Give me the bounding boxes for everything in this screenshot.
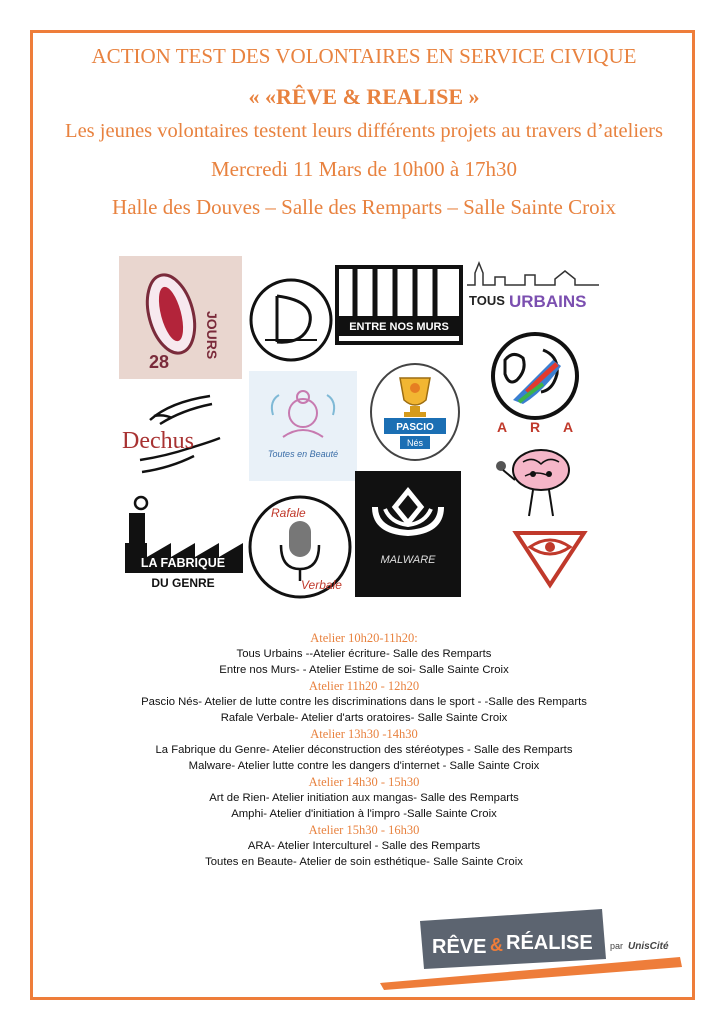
brand-amp: & [490,935,503,955]
slot-item: Entre nos Murs- - Atelier Estime de soi- Salle Sainte Croix [219,664,509,676]
slot-item: Amphi- Atelier d'initiation à l'impro -Salle Sainte Croix [231,808,497,820]
logo-tous-urbains [465,255,601,313]
event-description: Les jeunes volontaires testent leurs différents projets au travers d’ateliers [65,120,663,142]
logo-fabrique-b: DU GENRE [151,576,215,590]
logo-tous-urbains-b: URBAINS [509,292,587,311]
logo-pascio-nes [368,360,462,464]
schedule-slot [30,774,698,822]
logo-malware-text: MALWARE [380,554,436,566]
schedule-slot [30,726,698,774]
logo-28-jours [119,256,242,379]
logo-rafale-a: Rafale [271,506,306,520]
logo-ara-a: A [497,419,508,435]
logo-rafale-b: Verbale [301,578,342,592]
slot-item: Art de Rien- Atelier initiation aux mangas- Salle des Remparts [209,792,519,804]
logo-28-jours-text-a: 28 [149,352,170,372]
slot-item: Tous Urbains --Atelier écriture- Salle des Remparts [236,648,492,660]
logo-eye-triangle [512,527,588,589]
logo-toutes-en-beaute [249,371,357,481]
logo-ara-r: R [530,419,541,435]
logo-circle-monogram [247,276,335,364]
slot-time: Atelier 10h20-11h20: [310,631,418,645]
schedule-slot [30,630,698,678]
logo-brain-mascot [493,446,575,522]
logo-malware [355,471,461,597]
logo-28-jours-text-b: JOURS [204,311,220,360]
event-date: Mercredi 11 Mars de 10h00 à 17h30 [211,157,517,181]
logo-pascio-b: Nés [406,438,424,448]
logo-pascio-a: PASCIO [396,422,434,433]
brand-name-b: RÉALISE [506,932,593,954]
logo-rafale-verbale [247,493,353,601]
slot-time: Atelier 13h30 -14h30 [310,727,418,741]
slot-item: La Fabrique du Genre- Atelier déconstruction des stéréotypes - Salle des Remparts [155,744,573,756]
slot-time: Atelier 14h30 - 15h30 [308,775,420,789]
brand-par: par [610,941,624,951]
slot-item: Pascio Nés- Atelier de lutte contre les discriminations dans le sport - -Salle des Remparts [141,696,587,708]
slot-time: Atelier 15h30 - 16h30 [308,823,420,837]
event-venues: Halle des Douves – Salle des Remparts – Salle Sainte Croix [112,195,616,219]
schedule [30,630,698,870]
slot-item: Rafale Verbale- Atelier d'arts oratoires- Salle Sainte Croix [220,712,508,724]
logo-entre-nos-murs-text: ENTRE NOS MURS [349,321,449,333]
logo-fabrique-a: LA FABRIQUE [140,556,226,570]
logo-entre-nos-murs [335,264,463,346]
logo-la-fabrique-du-genre [119,493,247,591]
slot-item: ARA- Atelier Interculturel - Salle des Remparts [247,840,481,852]
event-name: « «RÊVE & REALISE » [248,84,480,109]
slot-item: Toutes en Beaute- Atelier de soin esthétique- Salle Sainte Croix [205,856,523,868]
logo-ara-a2: A [563,419,574,435]
event-title: ACTION TEST DES VOLONTAIRES EN SERVICE CIVIQUE [91,44,637,68]
logo-dechus [120,390,228,485]
logo-dechus-text: Dechus [122,428,194,454]
reve-realise-brand-logo [380,905,690,990]
schedule-slot [30,678,698,726]
logo-toutes-en-beaute-text: Toutes en Beauté [267,449,339,459]
slot-time: Atelier 11h20 - 12h20 [308,679,420,693]
brand-org: UnisCité [628,941,669,952]
brand-name-a: RÊVE [432,936,487,958]
logo-ara [483,330,587,436]
schedule-slot [30,822,698,870]
slot-item: Malware- Atelier lutte contre les dangers d'internet - Salle Sainte Croix [188,760,540,772]
logo-tous-urbains-a: TOUS [469,293,505,308]
